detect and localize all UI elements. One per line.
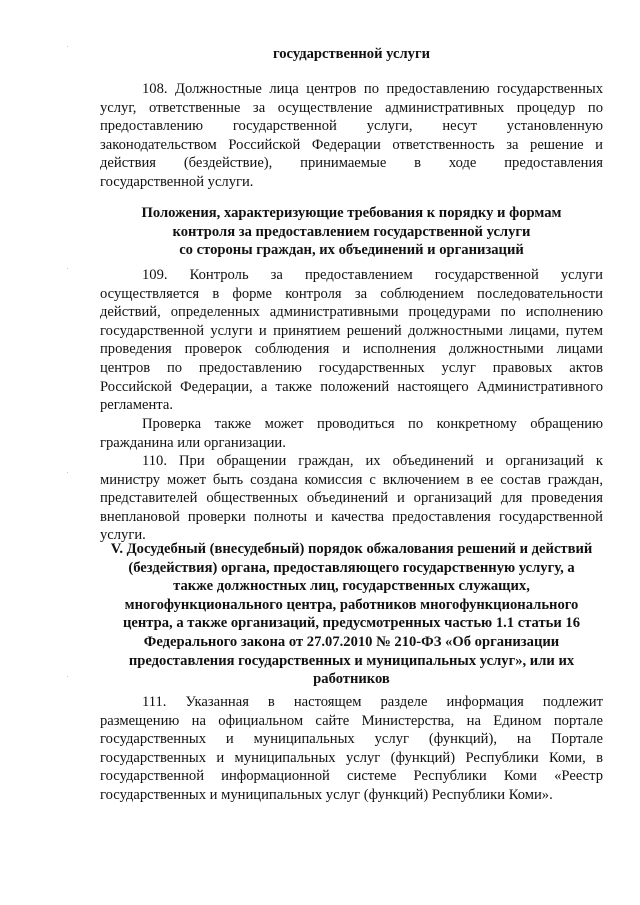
- paragraph-line: внеплановой проверки полноты и качества предоставления государственной: [100, 508, 603, 525]
- top-heading-line: государственной услуги: [272, 46, 431, 62]
- paragraph-line: проведения проверок соблюдения и исполнения должностными лицами: [100, 341, 603, 358]
- paragraph-line: государственных и муниципальных услуг (функций) Республики Коми».: [100, 786, 553, 803]
- paragraph-109-check: [100, 415, 603, 452]
- heading-line: многофункционального центра, работников многофункционального: [124, 596, 579, 613]
- paragraph-line: услуги.: [100, 527, 146, 544]
- heading-line: V. Досудебный (внесудебный) порядок обжалования решений и действий: [110, 541, 593, 557]
- paragraph-line: государственных и муниципальных услуг (функций), на Портале: [100, 731, 603, 748]
- paragraph-line: 111. Указанная в настоящем разделе информация подлежит: [142, 694, 603, 710]
- paragraph-108: [100, 80, 603, 192]
- section-v-heading: [100, 540, 603, 689]
- heading-line: контроля за предоставлением государственной услуги: [172, 223, 531, 240]
- heading-line: предоставления государственных и муниципальных услуг», или их: [128, 652, 575, 669]
- paragraph-line: представителей общественных объединений и организаций для проведения: [100, 490, 603, 507]
- paragraph-line: 110. При обращении граждан, их объединений и организаций к: [142, 453, 603, 469]
- heading-line: также должностных лиц, государственных служащих,: [173, 578, 530, 595]
- heading-line: Федерального закона от 27.07.2010 № 210-ФЗ «Об организации: [143, 633, 560, 650]
- margin-mark: [67, 676, 68, 677]
- paragraph-line: Российской Федерации, а также положений настоящего Административного: [100, 378, 603, 395]
- paragraph-line: регламента.: [100, 397, 173, 414]
- heading-line: центра, а также организаций, предусмотренных частью 1.1 статьи 16: [122, 615, 581, 632]
- paragraph-line: размещению на официальном сайте Министерства, на Едином портале: [100, 712, 603, 729]
- paragraph-109: [100, 266, 603, 415]
- heading-line: Положения, характеризующие требования к порядку и формам: [141, 205, 562, 221]
- paragraph-line: государственных и муниципальных услуг (функций) Республики Коми, в: [100, 749, 603, 766]
- heading-line: со стороны граждан, их объединений и организаций: [179, 242, 524, 259]
- paragraph-line: министру может быть создана комиссия с включением в ее состав граждан,: [100, 471, 603, 488]
- paragraph-line: законодательством Российской Федерации ответственность за решение и: [100, 136, 603, 153]
- paragraph-line: 109. Контроль за предоставлением государственной услуги: [142, 267, 603, 283]
- margin-mark: [67, 472, 68, 473]
- paragraph-line: государственной услуги и принятием решений должностными лицами, путем: [100, 322, 603, 339]
- paragraph-111: [100, 693, 603, 805]
- paragraph-line: осуществляется в форме контроля за соблюдением последовательности: [100, 285, 603, 302]
- top-heading: [100, 45, 603, 64]
- paragraph-line: государственной информационной системе Республики Коми «Реестр: [100, 768, 603, 785]
- section-heading-control: [100, 204, 603, 260]
- heading-line: (бездействия) органа, предоставляющего государственную услугу, а: [128, 559, 575, 576]
- paragraph-line: действий, определенных административными процедурами по исполнению: [100, 304, 603, 321]
- paragraph-line: гражданина или организации.: [100, 434, 286, 451]
- paragraph-line: государственной услуги.: [100, 173, 254, 190]
- margin-mark: [67, 46, 68, 47]
- heading-line: работников: [313, 671, 390, 688]
- paragraph-line: Проверка также может проводиться по конкретному обращению: [142, 416, 603, 432]
- paragraph-line: услуг, ответственные за осуществление административных процедур по: [100, 99, 603, 116]
- paragraph-line: действия (бездействие), принимаемые в ходе предоставления: [100, 155, 603, 172]
- paragraph-line: предоставлению государственной услуги, несут установленную: [100, 118, 603, 135]
- paragraph-line: 108. Должностные лица центров по предоставлению государственных: [142, 81, 603, 97]
- paragraph-line: центров по предоставлению государственных услуг правовых актов: [100, 359, 603, 376]
- paragraph-110: [100, 452, 603, 545]
- margin-mark: [67, 268, 68, 269]
